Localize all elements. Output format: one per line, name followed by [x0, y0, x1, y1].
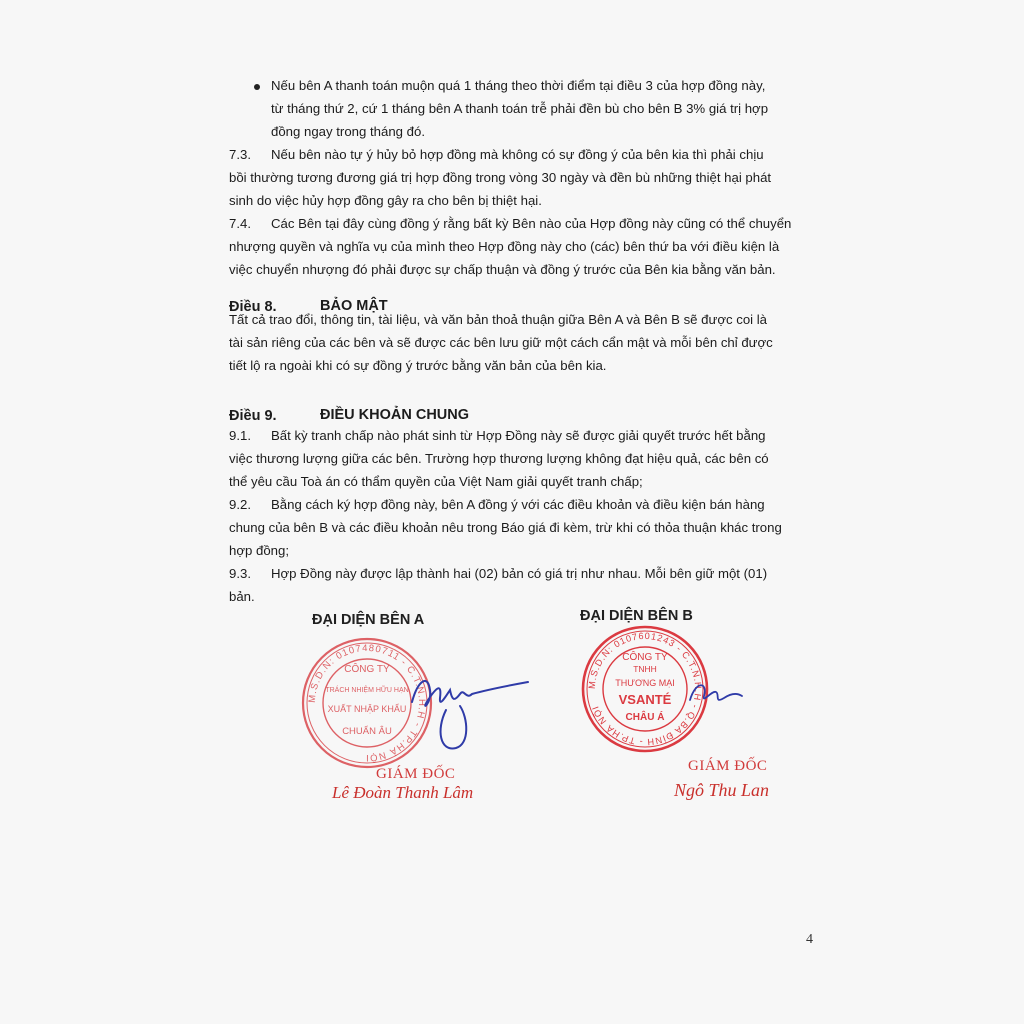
article-text: tiết lộ ra ngoài khi có sự đồng ý trước bằng văn bản của bên kia.	[229, 358, 607, 373]
clause-text: nhượng quyền và nghĩa vụ của mình theo Hợp đồng này cho (các) bên thứ ba với điều kiện là	[229, 239, 780, 254]
clause-text: bản.	[229, 589, 255, 604]
bullet-icon	[254, 84, 260, 90]
party-b-seal-ring-text: M.S.D.N: 0107601243 - C.T.N.H.H - Q.BA ĐÌNH - TP.HÀ NỘI	[586, 630, 704, 748]
article-title: ĐIỀU KHOẢN CHUNG	[320, 407, 470, 423]
clause-text: việc thương lượng giữa các bên. Trường hợp thương lượng không đạt hiệu quả, các bên có	[229, 451, 769, 466]
party-b-seal-line: THƯƠNG MẠI	[615, 678, 675, 688]
party-b-seal-line: CHÂU Á	[625, 712, 665, 723]
party-b-seal-line: VSANTÉ	[618, 692, 672, 707]
article-text: tài sản riêng của các bên và sẽ được các bên lưu giữ một cách cẩn mật và mỗi bên chỉ được	[229, 335, 773, 350]
party-a-seal-line: TRÁCH NHIỆM HỮU HẠN	[325, 687, 409, 694]
party-a-name: Lê Đoàn Thanh Lâm	[332, 783, 474, 802]
clause-number: 9.1.	[229, 428, 251, 443]
article-label: Điều 9.	[229, 408, 277, 424]
clause-number: 7.3.	[229, 147, 251, 162]
clause-text: hợp đồng;	[229, 543, 289, 558]
clause-text: việc chuyển nhượng đó phải được sự chấp thuận và đồng ý trước của Bên kia bằng văn bản.	[229, 262, 776, 277]
clause-text: thể yêu cầu Toà án có thẩm quyền của Việt Nam giải quyết tranh chấp;	[229, 474, 643, 489]
party-a-seal-line: XUẤT NHẬP KHẨU	[327, 704, 407, 714]
party-b-signature	[686, 670, 756, 720]
party-a-seal-line: CÔNG TY	[344, 664, 390, 675]
clause-text: sinh do việc hủy hợp đồng gây ra cho bên bị thiệt hại.	[229, 193, 542, 208]
page-number: 4	[806, 932, 813, 947]
party-b-name: Ngô Thu Lan	[674, 780, 770, 800]
clause-text: Bất kỳ tranh chấp nào phát sinh từ Hợp Đồng này sẽ được giải quyết trước hết bằng	[271, 428, 766, 443]
party-b-role: GIÁM ĐỐC	[688, 758, 768, 774]
bullet-line: Nếu bên A thanh toán muộn quá 1 tháng theo thời điểm tại điều 3 của hợp đồng này,	[271, 78, 766, 93]
party-a-role: GIÁM ĐỐC	[376, 766, 456, 782]
clause-text: Các Bên tại đây cùng đồng ý rằng bất kỳ Bên nào của Hợp đồng này cũng có thể chuyển	[271, 216, 792, 231]
party-b-heading: ĐẠI DIỆN BÊN B	[580, 608, 693, 624]
party-a-seal-ring-text: M.S.D.N: 0107480711 - C.T.N.H.H - TP.HÀ NỘI	[306, 642, 428, 764]
clause-text: Hợp Đồng này được lập thành hai (02) bản có giá trị như nhau. Mỗi bên giữ một (01)	[271, 566, 768, 581]
article-text: Tất cả trao đổi, thông tin, tài liệu, và văn bản thoả thuận giữa Bên A và Bên B sẽ được coi là	[229, 312, 768, 327]
party-a-seal-line: CHUẨN ÂU	[342, 726, 392, 737]
clause-text: Bằng cách ký hợp đồng này, bên A đồng ý với các điều khoản và điều kiện bán hàng	[271, 497, 765, 512]
bullet-line: từ tháng thứ 2, cứ 1 tháng bên A thanh toán trễ phải đền bù cho bên B 3% giá trị hợp	[271, 101, 769, 116]
clause-number: 9.3.	[229, 566, 251, 581]
clause-text: Nếu bên nào tự ý hủy bỏ hợp đồng mà không có sự đồng ý của bên kia thì phải chịu	[271, 147, 764, 162]
clause-text: bồi thường tương đương giá trị hợp đồng trong vòng 30 ngày và đền bù những thiệt hại phát	[229, 170, 772, 185]
party-a-signature	[406, 660, 536, 760]
bullet-line: đồng ngay trong tháng đó.	[271, 124, 425, 139]
clause-text: chung của bên B và các điều khoản nêu trong Báo giá đi kèm, trừ khi có thỏa thuận khác trong	[229, 520, 782, 535]
article-title: BẢO MẬT	[320, 298, 388, 314]
article-label: Điều 8.	[229, 299, 277, 315]
party-b-seal-line: CÔNG TY	[622, 652, 668, 663]
clause-number: 7.4.	[229, 216, 251, 231]
clause-number: 9.2.	[229, 497, 251, 512]
party-b-seal-line: TNHH	[633, 664, 657, 674]
party-a-heading: ĐẠI DIỆN BÊN A	[312, 612, 425, 628]
